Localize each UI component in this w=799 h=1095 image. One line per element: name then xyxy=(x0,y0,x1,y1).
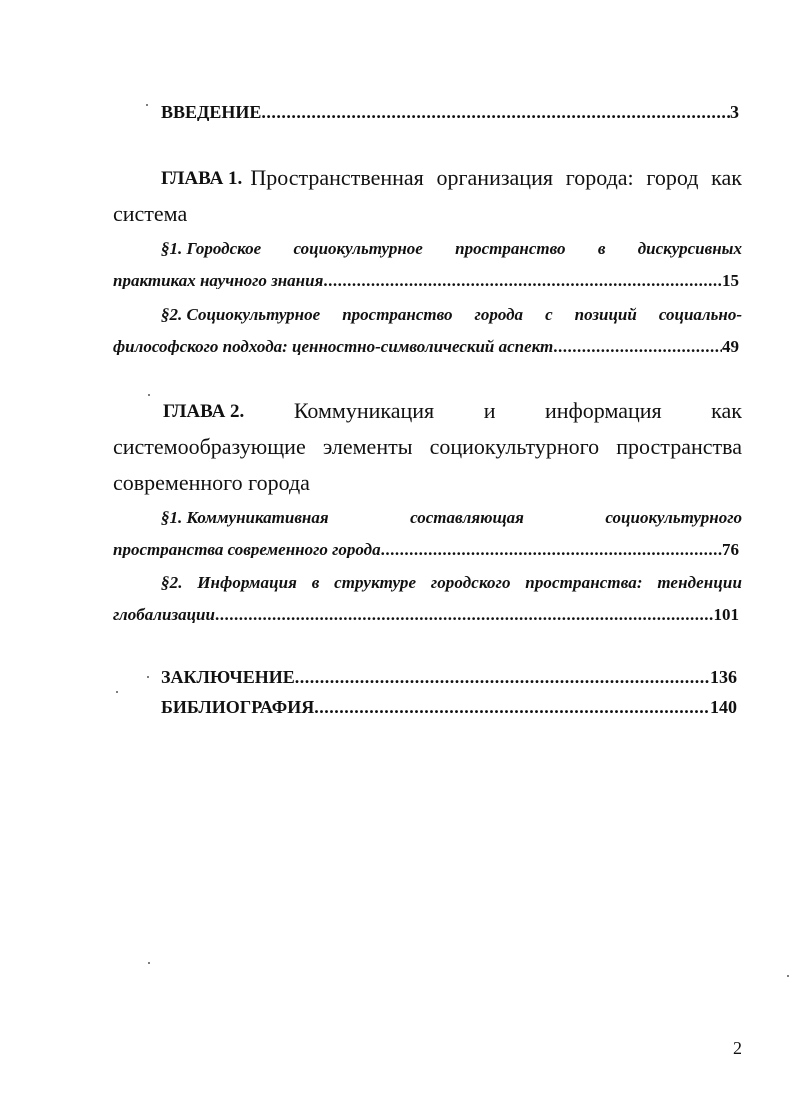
toc-entry-title: философского подхода: ценностно-символический аспект xyxy=(113,338,554,355)
toc-entry-title: БИБЛИОГРАФИЯ xyxy=(161,698,315,716)
toc-page-number: 136 xyxy=(710,668,737,686)
section-word: социально- xyxy=(658,305,742,324)
section-word: с xyxy=(545,305,553,324)
section-word: §2. Социокультурное xyxy=(161,305,321,324)
section-word: социокультурного xyxy=(605,508,742,527)
scan-speck xyxy=(147,676,149,678)
heading-word: и xyxy=(483,398,496,423)
heading-word: пространства xyxy=(616,434,742,459)
chapter-1-section-2-line2[interactable] xyxy=(113,338,739,355)
chapter-2-section-2-line2[interactable] xyxy=(113,606,739,623)
section-word: §1. Городское xyxy=(161,239,262,258)
chapter-1-label: ГЛАВА 1. xyxy=(161,168,243,189)
section-word: города xyxy=(474,305,524,324)
chapter-2-section-1-line2[interactable] xyxy=(113,541,739,558)
toc-entry-introduction[interactable] xyxy=(161,103,739,121)
scan-speck xyxy=(148,394,150,396)
chapter-1-heading-line1[interactable] xyxy=(161,167,742,189)
section-word: позиций xyxy=(574,305,637,324)
chapter-1-title: Пространственная организация города: город как xyxy=(250,165,742,190)
chapter-1-heading-line2: система xyxy=(113,201,188,226)
toc-entry-title: ВВЕДЕНИЕ xyxy=(161,103,262,121)
toc-page-number: 140 xyxy=(710,698,737,716)
toc-entry-title: практиках научного знания xyxy=(113,272,324,289)
dot-leader xyxy=(381,541,722,558)
chapter-1-section-1-line1[interactable] xyxy=(161,240,742,257)
toc-entry-title: пространства современного города xyxy=(113,541,381,558)
dot-leader xyxy=(215,606,714,623)
section-word: дискурсивных xyxy=(637,239,742,258)
heading-word: системообразующие xyxy=(113,434,306,459)
toc-entry-title: глобализации xyxy=(113,606,215,623)
chapter-1-section-1-line2[interactable] xyxy=(113,272,739,289)
dot-leader xyxy=(261,103,730,121)
toc-page-number: 49 xyxy=(722,338,739,355)
page-number: 2 xyxy=(733,1038,742,1058)
chapter-2-heading-line3: современного города xyxy=(113,470,310,495)
toc-entry-conclusion[interactable] xyxy=(161,668,737,686)
chapter-2-heading-line2 xyxy=(113,436,742,458)
scan-speck xyxy=(148,962,150,964)
dot-leader xyxy=(553,338,722,355)
toc-page-number: 3 xyxy=(730,103,739,121)
dot-leader xyxy=(295,668,710,686)
section-word: пространство xyxy=(455,239,566,258)
scan-speck xyxy=(787,975,789,977)
section-word: социокультурное xyxy=(293,239,423,258)
section-word: в xyxy=(597,239,606,258)
toc-page-number: 15 xyxy=(722,272,739,289)
toc-page-number: 101 xyxy=(713,606,739,623)
heading-word: социокультурного xyxy=(429,434,600,459)
toc-page-number: 76 xyxy=(722,541,739,558)
section-word: составляющая xyxy=(410,508,524,527)
chapter-1-section-2-line1[interactable] xyxy=(161,306,742,323)
chapter-2-section-1-line1[interactable] xyxy=(161,509,742,526)
dot-leader xyxy=(323,272,722,289)
heading-word: Коммуникация xyxy=(293,398,435,423)
chapter-2-heading-line1[interactable] xyxy=(163,400,742,422)
toc-entry-bibliography[interactable] xyxy=(161,698,737,716)
heading-word: элементы xyxy=(322,434,413,459)
dot-leader xyxy=(314,698,710,716)
section-word: §1. Коммуникативная xyxy=(161,508,329,527)
toc-entry-title: ЗАКЛЮЧЕНИЕ xyxy=(161,668,295,686)
chapter-2-label: ГЛАВА 2. xyxy=(163,401,245,422)
heading-word: как xyxy=(711,398,742,423)
scan-speck xyxy=(116,691,118,693)
heading-word: информация xyxy=(544,398,662,423)
section-word: пространство xyxy=(342,305,453,324)
scan-speck xyxy=(146,104,148,106)
chapter-2-section-2-line1[interactable]: §2. Информация в структуре городского пространства: тенденции xyxy=(161,573,742,592)
